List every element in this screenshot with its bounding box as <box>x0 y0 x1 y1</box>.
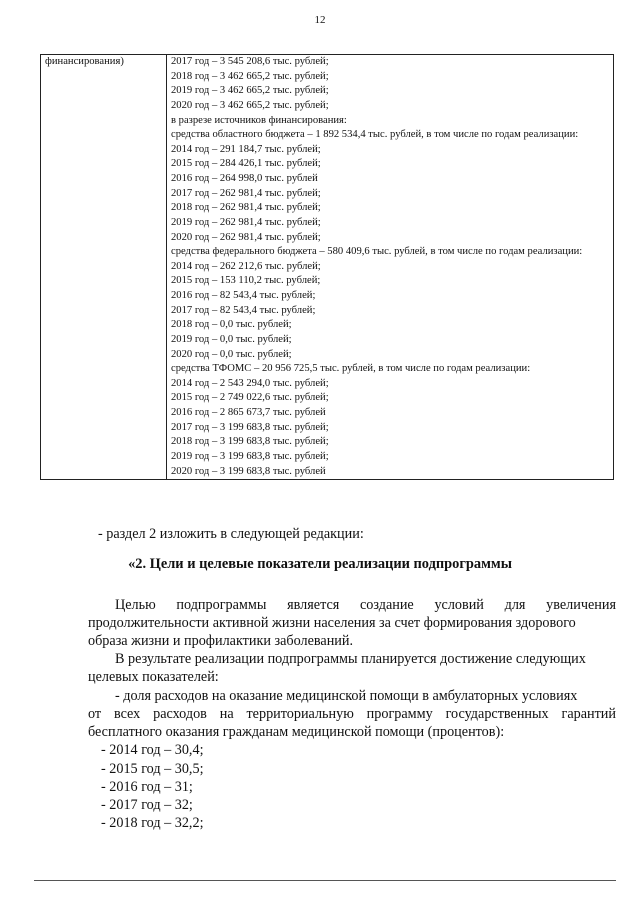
paragraph-line: образа жизни и профилактики заболеваний. <box>88 633 354 649</box>
word: программу <box>366 706 433 722</box>
table-line: средства федерального бюджета – 580 409,6 тыс. рублей, в том числе по годам реализации: <box>171 246 583 258</box>
word: Целью <box>115 597 156 613</box>
table-line: 2016 год – 82 543,4 тыс. рублей; <box>171 290 316 301</box>
list-item: - 2018 год – 32,2; <box>101 815 204 831</box>
word: всех <box>113 706 141 722</box>
paragraph-line: продолжительности активной жизни населения за счет формирования здорового <box>88 615 576 631</box>
list-item: - 2016 год – 31; <box>101 779 193 795</box>
table-line: 2014 год – 262 212,6 тыс. рублей; <box>171 260 321 272</box>
table-line: 2015 год – 284 426,1 тыс. рублей; <box>171 158 321 170</box>
word: является <box>287 597 340 613</box>
list-item: - 2014 год – 30,4; <box>101 742 204 758</box>
table-row <box>41 55 614 480</box>
table-line: 2018 год – 3 462 665,2 тыс. рублей; <box>171 70 329 82</box>
table-line: 2018 год – 3 199 683,8 тыс. рублей; <box>171 436 329 448</box>
table-line: 2018 год – 262 981,4 тыс. рублей; <box>171 202 321 214</box>
paragraph-line <box>88 706 616 723</box>
paragraph-line: целевых показателей: <box>88 669 219 685</box>
table-line: 2020 год – 262 981,4 тыс. рублей; <box>171 231 321 243</box>
table-line: 2015 год – 2 749 022,6 тыс. рублей; <box>171 392 329 404</box>
table-line: 2014 год – 291 184,7 тыс. рублей; <box>171 143 321 155</box>
word: создание <box>359 597 414 613</box>
table-line: 2016 год – 264 998,0 тыс. рублей <box>171 173 318 184</box>
page-number: 12 <box>314 14 326 26</box>
paragraph-line: бесплатного оказания гражданам медицинской помощи (процентов): <box>88 724 505 740</box>
table-line: 2019 год – 262 981,4 тыс. рублей; <box>171 216 321 228</box>
table-line: 2015 год – 153 110,2 тыс. рублей; <box>171 275 321 287</box>
table-line: средства ТФОМС – 20 956 725,5 тыс. рублей, в том числе по годам реализации: <box>171 363 531 375</box>
paragraph-line: В результате реализации подпрограммы планируется достижение следующих <box>115 651 586 667</box>
word: расходов <box>153 706 207 722</box>
table-line: 2017 год – 262 981,4 тыс. рублей; <box>171 187 321 199</box>
word: подпрограммы <box>176 597 267 613</box>
list-item: - 2017 год – 32; <box>101 797 193 813</box>
table-line: 2017 год – 82 543,4 тыс. рублей; <box>171 304 316 316</box>
table-line: 2020 год – 0,0 тыс. рублей; <box>171 348 292 360</box>
table-label: финансирования) <box>45 56 124 67</box>
table-label-cell <box>41 55 167 480</box>
footer-rule <box>34 880 616 881</box>
word: увеличения <box>546 597 616 613</box>
table-value-cell <box>167 55 614 480</box>
word: условий <box>434 597 484 613</box>
word: территориальную <box>246 706 354 722</box>
table-line: 2018 год – 0,0 тыс. рублей; <box>171 319 292 331</box>
table-line: 2020 год – 3 462 665,2 тыс. рублей; <box>171 99 329 111</box>
word: государственных <box>445 706 549 722</box>
funding-table <box>40 54 614 480</box>
list-item: - 2015 год – 30,5; <box>101 761 204 777</box>
table-line: 2016 год – 2 865 673,7 тыс. рублей <box>171 407 326 418</box>
table-line: в разрезе источников финансирования: <box>171 114 347 126</box>
table-line: 2017 год – 3 199 683,8 тыс. рублей; <box>171 421 329 433</box>
table-line: 2019 год – 3 462 665,2 тыс. рублей; <box>171 85 329 97</box>
paragraph-line: - доля расходов на оказание медицинской помощи в амбулаторных условиях <box>115 688 578 704</box>
table-line: 2019 год – 3 199 683,8 тыс. рублей; <box>171 450 329 462</box>
word: от <box>88 706 102 722</box>
section-heading: «2. Цели и целевые показатели реализации подпрограммы <box>128 556 512 572</box>
section-intro: - раздел 2 изложить в следующей редакции: <box>98 526 364 542</box>
paragraph-line <box>115 597 616 614</box>
table-line: 2014 год – 2 543 294,0 тыс. рублей; <box>171 377 329 389</box>
table-line: 2017 год – 3 545 208,6 тыс. рублей; <box>171 56 329 67</box>
word: для <box>504 597 526 613</box>
word: на <box>219 706 234 722</box>
word: гарантий <box>561 706 616 722</box>
table-line: средства областного бюджета – 1 892 534,4 тыс. рублей, в том числе по годам реализации: <box>171 129 579 141</box>
table-line: 2020 год – 3 199 683,8 тыс. рублей <box>171 465 326 477</box>
table-line: 2019 год – 0,0 тыс. рублей; <box>171 333 292 345</box>
